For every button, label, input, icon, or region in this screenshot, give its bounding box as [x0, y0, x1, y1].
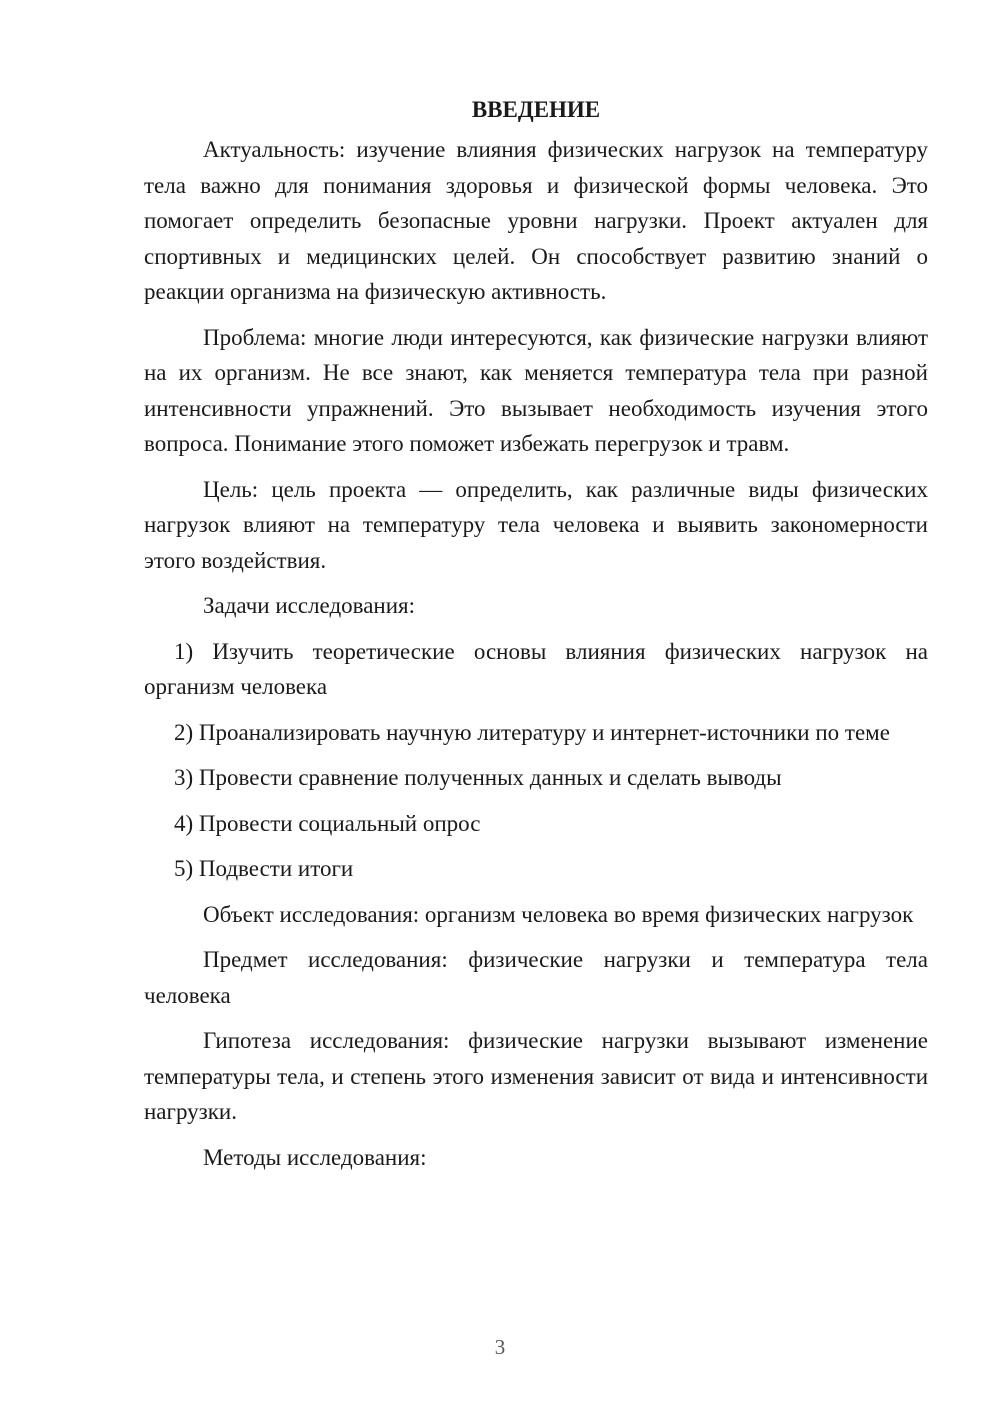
paragraph-problem: Проблема: многие люди интересуются, как физические нагрузки влияют на их организм. Не все знают, как меняется температура тела при разной интенсивности упражнений. Это вызывает необходимость изучения этого вопроса. Понимание этого поможет избежать перегрузок и травм.: [144, 324, 928, 456]
page-number: 3: [494, 1335, 506, 1359]
paragraph-goal: Цель: цель проекта — определить, как различные виды физических нагрузок влияют на температуру тела человека и выявить закономерности этого воздействия.: [144, 476, 928, 573]
task-item-5: 5) Подвести итоги: [174, 856, 354, 881]
document-page: [144, 92, 928, 1185]
section-title: ВВЕДЕНИЕ: [471, 97, 601, 122]
paragraph-hypothesis: Гипотеза исследования: физические нагрузки вызывают изменение температуры тела, и степень этого изменения зависит от вида и интенсивности нагрузки.: [144, 1028, 928, 1124]
paragraph-methods: Методы исследования:: [203, 1144, 427, 1170]
paragraph-subject: Предмет исследования: физические нагрузки и температура тела человека: [144, 947, 928, 1008]
paragraph-object: Объект исследования: организм человека во время физических нагрузок: [203, 901, 914, 927]
paragraph-relevance: Актуальность: изучение влияния физических нагрузок на температуру тела важно для понимания здоровья и физической формы человека. Это помогает определить безопасные уровни нагрузки. Проект актуален для спортивных и медицинских целей. Он способствует развитию знаний о реакции организма на физическую активность.: [144, 137, 928, 304]
task-item-2: 2) Проанализировать научную литературу и интернет-источники по теме: [174, 719, 890, 745]
task-item-3: 3) Провести сравнение полученных данных и сделать выводы: [174, 765, 782, 790]
task-item-4: 4) Провести социальный опрос: [174, 810, 481, 836]
paragraph-tasks-heading: Задачи исследования:: [203, 593, 416, 618]
task-item-1: 1) Изучить теоретические основы влияния физических нагрузок на организм человека: [144, 638, 928, 699]
